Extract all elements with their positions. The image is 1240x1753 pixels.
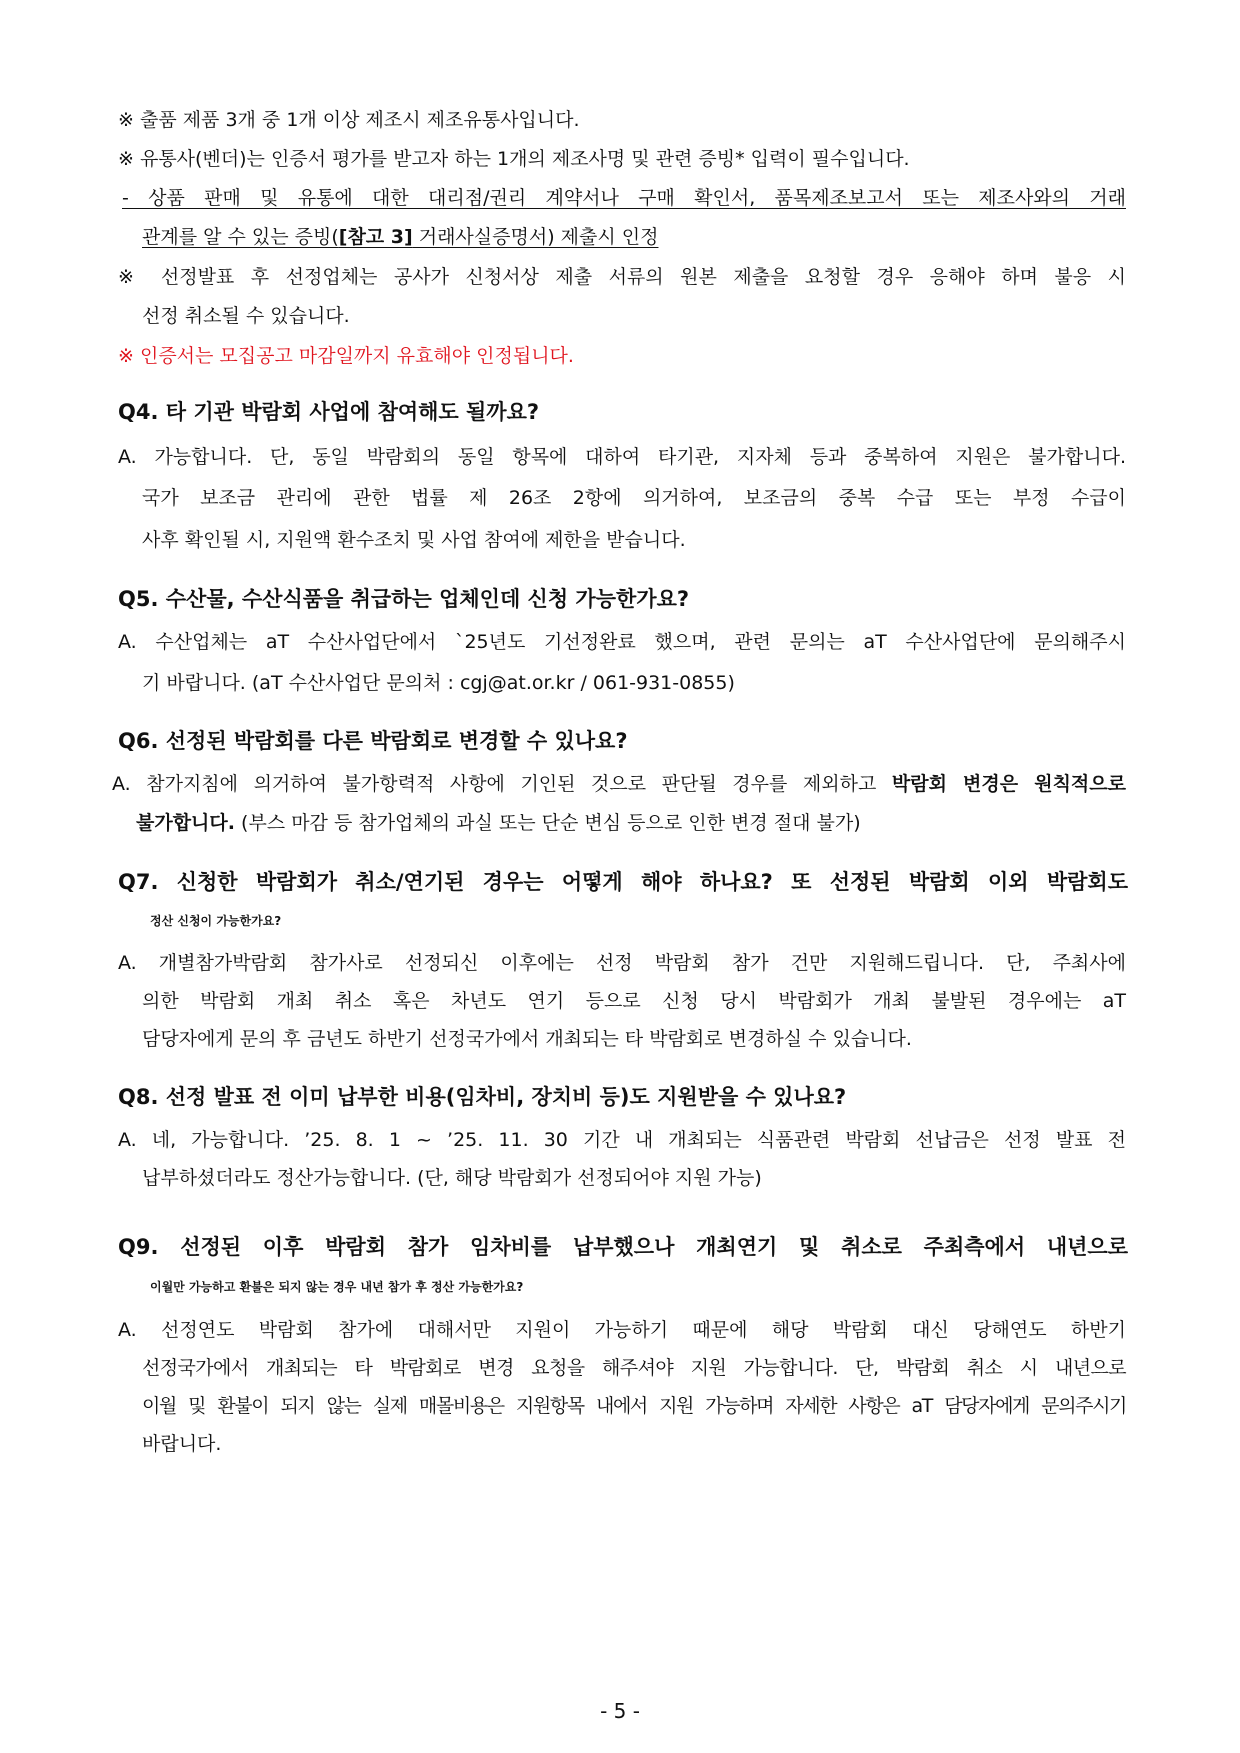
answer-q7-line3: 담당자에게 문의 후 금년도 하반기 선정국가에서 개최되는 타 박람회로 변경하실 수 있습니다. bbox=[142, 1028, 912, 1050]
answer-q5-line1: A. 수산업체는 aT 수산사업단에서 `25년도 기선정완료 했으며, 관련 문의는 aT 수산사업단에 문의해주시 bbox=[118, 631, 1126, 653]
note-evidence-line2: 관계를 알 수 있는 증빙([참고 3] 거래사실증명서) 제출시 인정 bbox=[142, 226, 659, 248]
question-q4: Q4. 타 기관 박람회 사업에 참여해도 될까요? bbox=[118, 400, 540, 424]
note-certificate-validity: ※ 인증서는 모집공고 마감일까지 유효해야 인정됩니다. bbox=[118, 345, 574, 367]
answer-q9-line4: 바랍니다. bbox=[142, 1433, 222, 1455]
answer-q6-line1: A. 참가지침에 의거하여 불가항력적 사항에 기인된 것으로 판단될 경우를 제외하고 박람회 변경은 원칙적으로 bbox=[112, 773, 1126, 795]
answer-q4-line1: A. 가능합니다. 단, 동일 박람회의 동일 항목에 대하여 타기관, 지자체 등과 중복하여 지원은 불가합니다. bbox=[118, 446, 1126, 468]
answer-q9-line2: 선정국가에서 개최되는 타 박람회로 변경 요청을 해주셔야 지원 가능합니다. 단, 박람회 취소 시 내년으로 bbox=[142, 1357, 1126, 1379]
question-q8: Q8. 선정 발표 전 이미 납부한 비용(임차비, 장치비 등)도 지원받을 수 있나요? bbox=[118, 1085, 847, 1109]
note-vendor: ※ 유통사(벤더)는 인증서 평가를 받고자 하는 1개의 제조사명 및 관련 증빙* 입력이 필수입니다. bbox=[118, 148, 910, 170]
question-q6: Q6. 선정된 박람회를 다른 박람회로 변경할 수 있나요? bbox=[118, 729, 628, 753]
question-q7-line2: 정산 신청이 가능한가요? bbox=[150, 914, 282, 928]
answer-q8-line2: 납부하셨더라도 정산가능합니다. (단, 해당 박람회가 선정되어야 지원 가능) bbox=[142, 1167, 762, 1189]
answer-q9-line1: A. 선정연도 박람회 참가에 대해서만 지원이 가능하기 때문에 해당 박람회 대신 당해연도 하반기 bbox=[118, 1319, 1126, 1341]
answer-q5-line2: 기 바랍니다. (aT 수산사업단 문의처 : cgj@at.or.kr / 061-931-0855) bbox=[142, 672, 735, 694]
answer-q4-line3: 사후 확인될 시, 지원액 환수조치 및 사업 참여에 제한을 받습니다. bbox=[142, 529, 686, 551]
answer-q9-line3: 이월 및 환불이 되지 않는 실제 매몰비용은 지원항목 내에서 지원 가능하며 자세한 사항은 aT 담당자에게 문의주시기 bbox=[142, 1395, 1126, 1417]
note-evidence-line1: - 상품 판매 및 유통에 대한 대리점/권리 계약서나 구매 확인서, 품목제조보고서 또는 제조사와의 거래 bbox=[122, 187, 1126, 209]
answer-q7-line1: A. 개별참가박람회 참가사로 선정되신 이후에는 선정 박람회 참가 건만 지원해드립니다. 단, 주최사에 bbox=[118, 952, 1126, 974]
answer-q6-line2: 불가합니다. (부스 마감 등 참가업체의 과실 또는 단순 변심 등으로 인한 변경 절대 불가) bbox=[136, 812, 861, 834]
question-q9-line2: 이월만 가능하고 환불은 되지 않는 경우 내년 참가 후 정산 가능한가요? bbox=[150, 1280, 524, 1294]
question-q9-line1: Q9. 선정된 이후 박람회 참가 임차비를 납부했으나 개최연기 및 취소로 주최측에서 내년으로 bbox=[118, 1235, 1128, 1259]
question-q5: Q5. 수산물, 수산식품을 취급하는 업체인데 신청 가능한가요? bbox=[118, 587, 690, 611]
answer-q4-line2: 국가 보조금 관리에 관한 법률 제 26조 2항에 의거하여, 보조금의 중복 수급 또는 부정 수급이 bbox=[142, 487, 1126, 509]
note-original-docs-line2: 선정 취소될 수 있습니다. bbox=[142, 305, 350, 327]
answer-q8-line1: A. 네, 가능합니다. ’25. 8. 1 ~ ’25. 11. 30 기간 내 개최되는 식품관련 박람회 선납금은 선정 발표 전 bbox=[118, 1129, 1126, 1151]
answer-q7-line2: 의한 박람회 개최 취소 혹은 차년도 연기 등으로 신청 당시 박람회가 개최 불발된 경우에는 aT bbox=[142, 990, 1126, 1012]
note-manufacturer: ※ 출품 제품 3개 중 1개 이상 제조시 제조유통사입니다. bbox=[118, 109, 580, 131]
note-original-docs-line1: ※ 선정발표 후 선정업체는 공사가 신청서상 제출 서류의 원본 제출을 요청할 경우 응해야 하며 불응 시 bbox=[118, 266, 1126, 288]
question-q7-line1: Q7. 신청한 박람회가 취소/연기된 경우는 어떻게 해야 하나요? 또 선정된 박람회 이외 박람회도 bbox=[118, 870, 1128, 894]
page-number: - 5 - bbox=[600, 1699, 640, 1723]
